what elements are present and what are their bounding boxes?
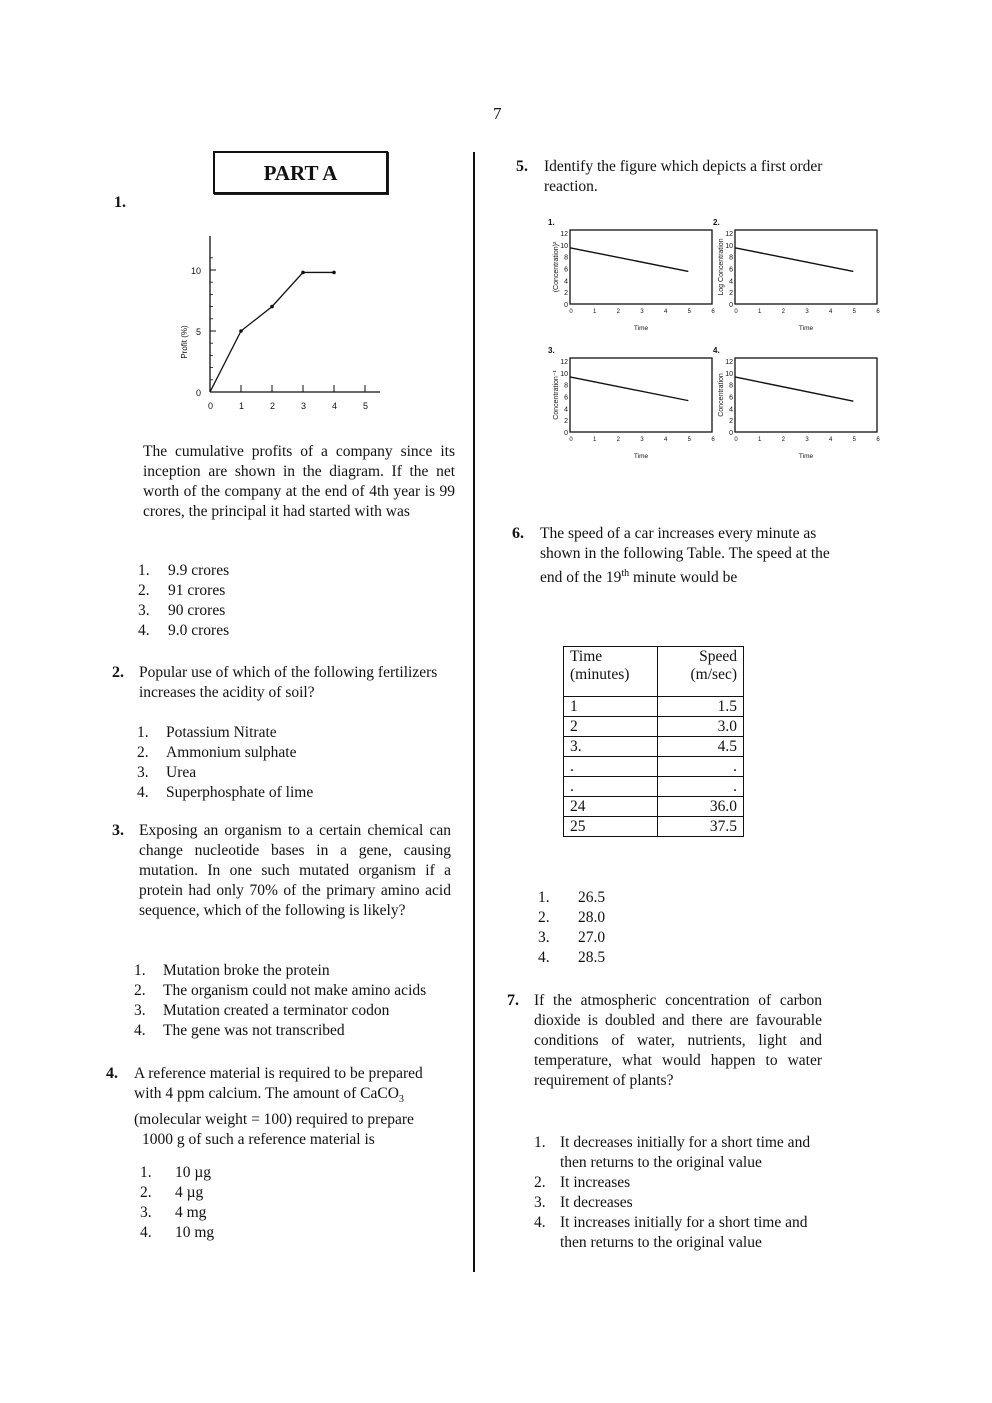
option-number: 1.	[534, 1134, 546, 1151]
y-tick-label: 6	[729, 266, 733, 274]
column-divider	[473, 152, 475, 1272]
x-tick-label: 2	[616, 309, 621, 315]
x-tick-label: 4	[828, 437, 833, 443]
y-tick-label: 4	[729, 406, 733, 414]
x-tick-label: 1	[592, 309, 597, 315]
option-4[interactable]	[534, 1213, 834, 1253]
option-1[interactable]	[134, 961, 426, 981]
option-4[interactable]	[538, 948, 605, 968]
option-text: 9.0 crores	[168, 622, 230, 639]
y-tick-label: 4	[564, 278, 568, 286]
x-tick-label: 4	[828, 309, 833, 315]
option-number: 4.	[140, 1224, 152, 1241]
q5-number: 5.	[516, 158, 528, 175]
option-text: The gene was not transcribed	[163, 1022, 345, 1039]
option-number: 4.	[137, 784, 149, 801]
plot-frame	[570, 358, 712, 432]
option-3[interactable]	[140, 1203, 214, 1223]
table-row	[564, 717, 744, 737]
q4-line-2-text: with 4 ppm calcium. The amount of CaCO	[134, 1085, 399, 1102]
option-text: Potassium Nitrate	[166, 724, 277, 741]
x-tick-label: 3	[640, 437, 644, 443]
q5-figure-4	[705, 342, 885, 482]
option-1[interactable]	[538, 888, 605, 908]
option-number: 4.	[134, 1022, 146, 1039]
y-tick-label: 12	[725, 358, 733, 366]
option-number: 4.	[534, 1214, 546, 1231]
y-tick-label: 12	[725, 230, 733, 238]
y-tick-label: 8	[564, 382, 568, 390]
panel-label: 4.	[713, 346, 720, 355]
time-cell: 3.	[564, 737, 658, 757]
plot-frame	[570, 230, 712, 304]
speed-cell: 1.5	[658, 697, 744, 717]
y-tick-label: 12	[560, 358, 568, 366]
x-tick-label: 1	[239, 401, 245, 411]
option-text: 4 µg	[175, 1184, 204, 1201]
header-time	[564, 647, 658, 697]
x-tick-label: 2	[616, 437, 621, 443]
y-tick-label: 8	[729, 382, 733, 390]
option-1[interactable]	[137, 723, 313, 743]
q6-question-text	[540, 524, 830, 588]
option-number: 2.	[134, 982, 146, 999]
y-tick-label: 0	[729, 302, 733, 309]
y-axis-label: Concentration⁻¹	[553, 370, 560, 420]
x-tick-label: 5	[687, 437, 692, 443]
header-speed-line1: Speed	[699, 648, 737, 665]
option-number: 2.	[538, 909, 550, 926]
y-tick-label: 6	[564, 394, 568, 402]
page-number: 7	[493, 104, 502, 123]
option-1[interactable]	[138, 561, 229, 581]
q6-superscript: th	[621, 568, 630, 579]
q5-figure-3	[540, 342, 720, 482]
x-tick-label: 3	[805, 437, 809, 443]
option-2[interactable]	[140, 1183, 214, 1203]
q1-number: 1.	[114, 194, 126, 211]
option-number: 1.	[134, 962, 146, 979]
option-text: It decreases initially for a short time and then returns to the original value	[560, 1134, 811, 1171]
option-4[interactable]	[137, 783, 313, 803]
option-number: 3.	[534, 1194, 546, 1211]
option-text: The organism could not make amino acids	[163, 982, 427, 999]
option-text: 91 crores	[168, 582, 226, 599]
q4-line-4: 1000 g of such a reference material is	[142, 1131, 375, 1149]
speed-cell: .	[658, 777, 744, 797]
plot-frame	[735, 230, 877, 304]
x-axis-label: Time	[798, 453, 814, 460]
option-number: 3.	[140, 1204, 152, 1221]
x-tick-label: 1	[592, 437, 597, 443]
option-2[interactable]	[534, 1173, 834, 1193]
option-2[interactable]	[138, 581, 229, 601]
q3-number: 3.	[112, 822, 124, 839]
profit-line	[210, 272, 334, 392]
option-text: 90 crores	[168, 602, 226, 619]
part-title: PART A	[213, 151, 388, 194]
y-tick-label: 6	[729, 394, 733, 402]
x-tick-label: 0	[569, 437, 573, 443]
q2-number: 2.	[112, 664, 124, 681]
option-2[interactable]	[538, 908, 605, 928]
data-point	[332, 271, 336, 275]
header-speed-line2: (m/sec)	[690, 666, 737, 683]
series-line	[735, 248, 853, 272]
option-text: 10 mg	[175, 1224, 215, 1241]
q6-number: 6.	[512, 525, 524, 542]
y-tick-label: 4	[564, 406, 568, 414]
x-tick-label: 1	[757, 309, 762, 315]
y-tick-label: 4	[729, 278, 733, 286]
series-line	[570, 377, 688, 401]
speed-cell: 4.5	[658, 737, 744, 757]
q5-figure-1	[540, 215, 720, 345]
x-tick-label: 6	[711, 437, 715, 443]
speed-cell: 37.5	[658, 817, 744, 837]
x-tick-label: 3	[640, 309, 644, 315]
option-number: 2.	[137, 744, 149, 761]
option-text: It increases	[560, 1174, 631, 1191]
y-tick-label: 0	[564, 302, 568, 309]
series-line	[735, 377, 853, 401]
speed-cell: 36.0	[658, 797, 744, 817]
table-row	[564, 757, 744, 777]
option-text: Superphosphate of lime	[166, 784, 314, 801]
option-number: 1.	[137, 724, 149, 741]
x-tick-label: 3	[805, 309, 809, 315]
option-3[interactable]	[534, 1193, 834, 1213]
y-tick-label: 2	[729, 418, 733, 426]
option-number: 1.	[538, 889, 550, 906]
x-tick-label: 4	[663, 309, 668, 315]
q5-figure-2	[705, 215, 885, 345]
option-3[interactable]	[134, 1001, 426, 1021]
q4-line-2	[134, 1084, 464, 1110]
y-tick-label: 0	[729, 430, 733, 437]
y-tick-label: 2	[564, 418, 568, 426]
y-tick-label: 8	[729, 254, 733, 262]
q6-options	[538, 888, 605, 968]
option-3[interactable]	[137, 763, 313, 783]
q4-subscript: 3	[398, 1094, 404, 1106]
q7-question-text: If the atmospheric concentration of carbon dioxide is doubled and there are favourable conditions of water, nutrients, light and temperature, what would happen to water requirement of plants?	[534, 992, 822, 1089]
y-tick-label: 8	[564, 254, 568, 262]
option-4[interactable]	[138, 621, 229, 641]
x-tick-label: 4	[332, 401, 338, 411]
header-time-line1: Time	[570, 648, 603, 665]
x-tick-label: 5	[363, 401, 369, 411]
x-axis-label: Time	[798, 325, 814, 332]
table-row	[564, 737, 744, 757]
q4-number: 4.	[106, 1065, 118, 1082]
time-cell: 1	[564, 697, 658, 717]
panel-label: 2.	[713, 218, 720, 227]
y-tick-label: 5	[196, 327, 202, 337]
table-row	[564, 797, 744, 817]
y-tick-label: 2	[729, 290, 733, 298]
option-number: 1.	[140, 1164, 152, 1181]
q1-options	[138, 561, 229, 641]
x-tick-label: 0	[208, 401, 214, 411]
y-axis-label: Concentration	[718, 373, 725, 417]
y-tick-label: 12	[560, 230, 568, 238]
x-tick-label: 4	[663, 437, 668, 443]
option-3[interactable]	[138, 601, 229, 621]
option-number: 3.	[138, 602, 150, 619]
y-tick-label: 10	[560, 370, 568, 378]
option-4[interactable]	[140, 1223, 214, 1243]
q1-question-text: The cumulative profits of a company since its inception are shown in the diagram. If the net worth of the company at the end of 4th year is 99 crores, the principal it had started with was	[143, 443, 455, 520]
speed-cell: 3.0	[658, 717, 744, 737]
option-2[interactable]	[134, 981, 426, 1001]
data-point	[301, 271, 305, 275]
option-text: 26.5	[578, 889, 606, 906]
speed-cell: .	[658, 757, 744, 777]
header-speed	[658, 647, 744, 697]
q6-text-a: The speed of a car increases every minute as shown in the following Table. The speed at the end of the 19	[540, 525, 830, 587]
x-tick-label: 2	[781, 437, 786, 443]
x-tick-label: 3	[301, 401, 307, 411]
option-number: 2.	[138, 582, 150, 599]
option-number: 2.	[534, 1174, 546, 1191]
q5-question-text: Identify the figure which depicts a first order reaction.	[544, 158, 823, 195]
time-cell: 2	[564, 717, 658, 737]
option-text: It increases initially for a short time and then returns to the original value	[560, 1214, 808, 1251]
table-header-row	[564, 647, 744, 697]
series-line	[570, 248, 688, 272]
option-text: 10 µg	[175, 1164, 212, 1181]
x-tick-label: 0	[734, 437, 738, 443]
header-time-line2: (minutes)	[570, 666, 630, 683]
q7-number: 7.	[507, 992, 519, 1009]
time-cell: 25	[564, 817, 658, 837]
q4-line-3: (molecular weight = 100) required to prepare	[134, 1111, 414, 1129]
option-text: Urea	[166, 764, 197, 781]
option-4[interactable]	[134, 1021, 426, 1041]
time-cell: .	[564, 777, 658, 797]
q4-options	[140, 1163, 214, 1243]
x-tick-label: 2	[270, 401, 276, 411]
q6-text-b: minute would be	[629, 569, 738, 587]
option-1[interactable]	[534, 1133, 834, 1173]
time-cell: 24	[564, 797, 658, 817]
option-text: 4 mg	[175, 1204, 207, 1221]
q3-question-text: Exposing an organism to a certain chemical can change nucleotide bases in a gene, causing mutation. In one such mutated organism if a protein had only 70% of the primary amino acid sequence, which of the following is likely?	[139, 822, 451, 919]
y-tick-label: 10	[725, 370, 733, 378]
x-tick-label: 2	[781, 309, 786, 315]
y-axis-label: (Concentration)²	[553, 241, 560, 293]
option-text: 9.9 crores	[168, 562, 230, 579]
q4-line-1: A reference material is required to be prepared	[134, 1065, 423, 1082]
q4-question-text	[134, 1064, 464, 1150]
x-tick-label: 6	[711, 309, 715, 315]
q7-options	[534, 1133, 834, 1253]
option-number: 2.	[140, 1184, 152, 1201]
y-axis-label: Log Concentration	[718, 238, 725, 296]
option-text: It decreases	[560, 1194, 633, 1211]
option-1[interactable]	[140, 1163, 214, 1183]
y-tick-label: 0	[196, 388, 202, 398]
y-tick-label: 10	[191, 266, 202, 276]
speed-table	[563, 646, 744, 837]
panel-label: 3.	[548, 346, 555, 355]
time-cell: .	[564, 757, 658, 777]
option-2[interactable]	[137, 743, 313, 763]
x-tick-label: 0	[569, 309, 573, 315]
table-row	[564, 817, 744, 837]
data-point	[270, 305, 274, 309]
y-axis-label: Profit (%)	[180, 325, 189, 359]
option-3[interactable]	[538, 928, 605, 948]
option-number: 1.	[138, 562, 150, 579]
plot-frame	[735, 358, 877, 432]
option-text: 27.0	[578, 929, 606, 946]
x-tick-label: 5	[687, 309, 692, 315]
option-number: 3.	[137, 764, 149, 781]
x-tick-label: 0	[734, 309, 738, 315]
q3-options	[134, 961, 426, 1041]
option-number: 4.	[138, 622, 150, 639]
x-axis-label: Time	[633, 325, 649, 332]
table-row	[564, 697, 744, 717]
x-tick-label: 1	[757, 437, 762, 443]
x-tick-label: 5	[852, 309, 857, 315]
q1-profit-chart	[170, 230, 390, 415]
option-number: 3.	[134, 1002, 146, 1019]
q2-question-text: Popular use of which of the following fertilizers increases the acidity of soil?	[139, 664, 438, 701]
option-number: 3.	[538, 929, 550, 946]
x-tick-label: 6	[876, 309, 880, 315]
y-tick-label: 6	[564, 266, 568, 274]
option-text: 28.5	[578, 949, 606, 966]
panel-label: 1.	[548, 218, 555, 227]
y-tick-label: 10	[560, 242, 568, 250]
x-tick-label: 5	[852, 437, 857, 443]
x-axis-label: Time	[633, 453, 649, 460]
x-tick-label: 6	[876, 437, 880, 443]
option-text: 28.0	[578, 909, 606, 926]
q2-options	[137, 723, 313, 803]
y-tick-label: 2	[564, 290, 568, 298]
option-text: Mutation broke the protein	[163, 962, 330, 979]
option-text: Ammonium sulphate	[166, 744, 297, 761]
y-tick-label: 10	[725, 242, 733, 250]
table-row	[564, 777, 744, 797]
option-number: 4.	[538, 949, 550, 966]
y-tick-label: 0	[564, 430, 568, 437]
option-text: Mutation created a terminator codon	[163, 1002, 390, 1019]
data-point	[239, 329, 243, 333]
